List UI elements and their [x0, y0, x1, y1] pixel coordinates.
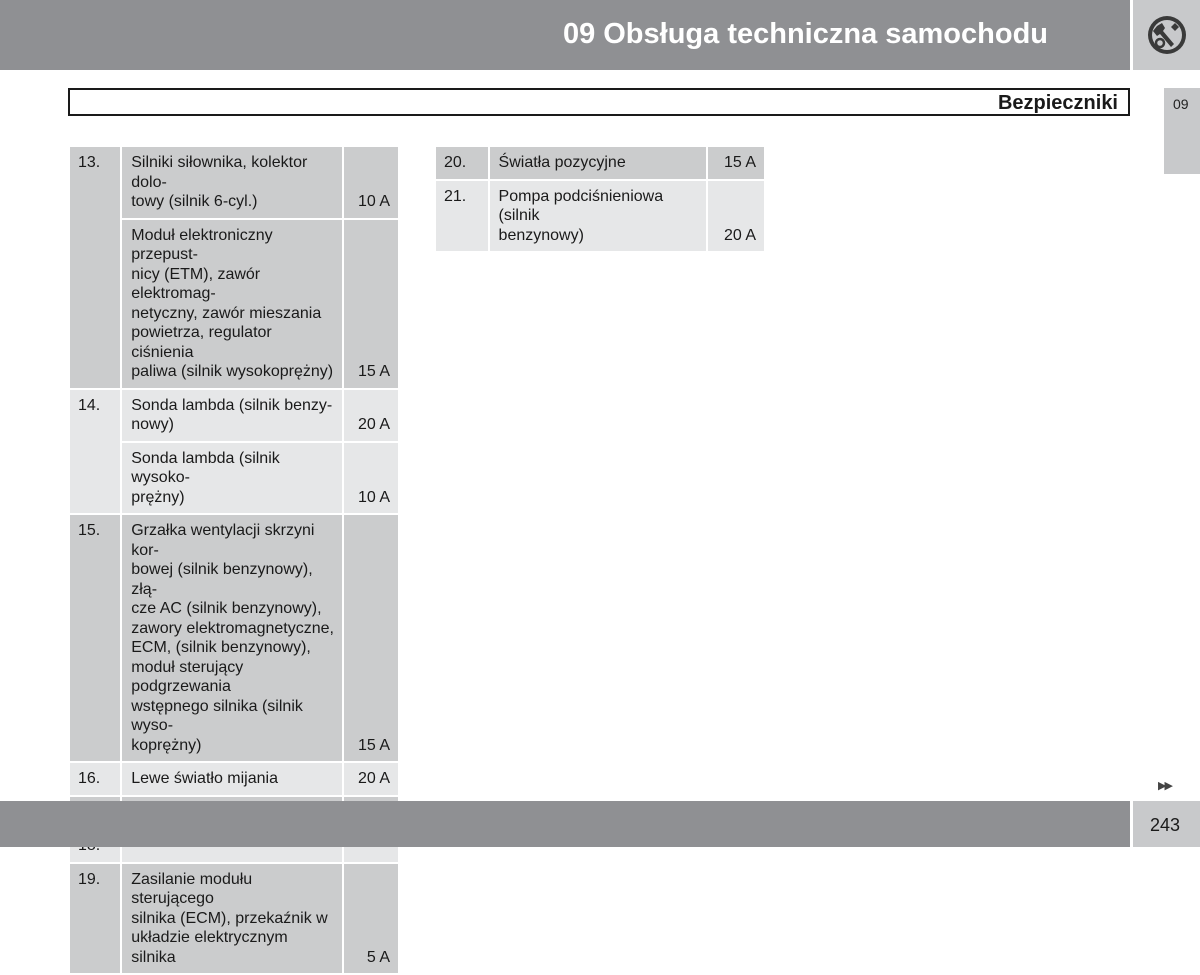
fuse-number: 20. — [435, 146, 489, 180]
table-row — [435, 180, 765, 253]
fuse-number: 16. — [69, 762, 121, 796]
fuse-number: 15. — [69, 514, 121, 762]
fuse-number: 21. — [435, 180, 489, 253]
section-title: Bezpieczniki — [997, 92, 1118, 114]
fuse-amperage: 15 A — [343, 219, 399, 389]
fuse-description: Grzałka wentylacji skrzyni kor- bowej (silnik benzynowy), złą- cze AC (silnik benzynowy), zawory elektromagnetyczne, ECM, (silnik benzynowy), moduł sterujący podgrzewania wstępnego silnika (silnik wyso- koprężny) — [121, 514, 343, 762]
fuse-number: 14. — [69, 389, 121, 515]
chapter-icon-box — [1133, 0, 1200, 70]
chapter-side-tab: 09 — [1164, 88, 1200, 174]
fuse-amperage: 15 A — [707, 146, 765, 180]
fuse-number: 19. — [69, 863, 121, 975]
fuse-table-right — [434, 145, 766, 253]
table-row — [69, 514, 399, 762]
fuse-description: Moduł elektroniczny przepust- nicy (ETM), zawór elektromag- netyczny, zawór mieszania powietrza, regulator ciśnienia paliwa (silnik wysokoprężny) — [121, 219, 343, 389]
chapter-title: 09 Obsługa techniczna samochodu — [562, 18, 1048, 50]
fuse-amperage: 10 A — [343, 442, 399, 515]
fuse-amperage: 15 A — [343, 514, 399, 762]
fuse-description: Lewe światło mijania — [121, 762, 343, 796]
fuse-table-left-body — [69, 146, 399, 974]
table-row — [69, 146, 399, 219]
fuse-amperage: 5 A — [343, 863, 399, 975]
wrench-gear-icon — [1146, 14, 1188, 56]
fuse-table-left — [68, 145, 400, 975]
fuse-description: Zasilanie modułu sterującego silnika (ECM), przekaźnik w układzie elektrycznym silnika — [121, 863, 343, 975]
header-bar — [0, 0, 1130, 70]
fuse-amperage: 20 A — [343, 389, 399, 442]
fuse-table-right-body — [435, 146, 765, 252]
table-row — [435, 146, 765, 180]
fuse-amperage: 20 A — [343, 762, 399, 796]
fuse-amperage: 20 A — [707, 180, 765, 253]
table-row — [69, 389, 399, 442]
fuse-description: Sonda lambda (silnik benzy- nowy) — [121, 389, 343, 442]
fuse-description: Pompa podciśnieniowa (silnik benzynowy) — [489, 180, 708, 253]
table-row — [69, 863, 399, 975]
fuse-amperage: 10 A — [343, 146, 399, 219]
fuse-description: Sonda lambda (silnik wysoko- prężny) — [121, 442, 343, 515]
double-arrow-right-icon: ▶▶ — [1158, 780, 1171, 792]
fuse-description: Silniki siłownika, kolektor dolo- towy (silnik 6-cyl.) — [121, 146, 343, 219]
fuse-number: 13. — [69, 146, 121, 389]
footer-bar — [0, 801, 1130, 847]
page-number: 243 — [1150, 815, 1181, 835]
table-row — [69, 762, 399, 796]
fuse-description: Światła pozycyjne — [489, 146, 708, 180]
section-bar — [68, 88, 1130, 116]
